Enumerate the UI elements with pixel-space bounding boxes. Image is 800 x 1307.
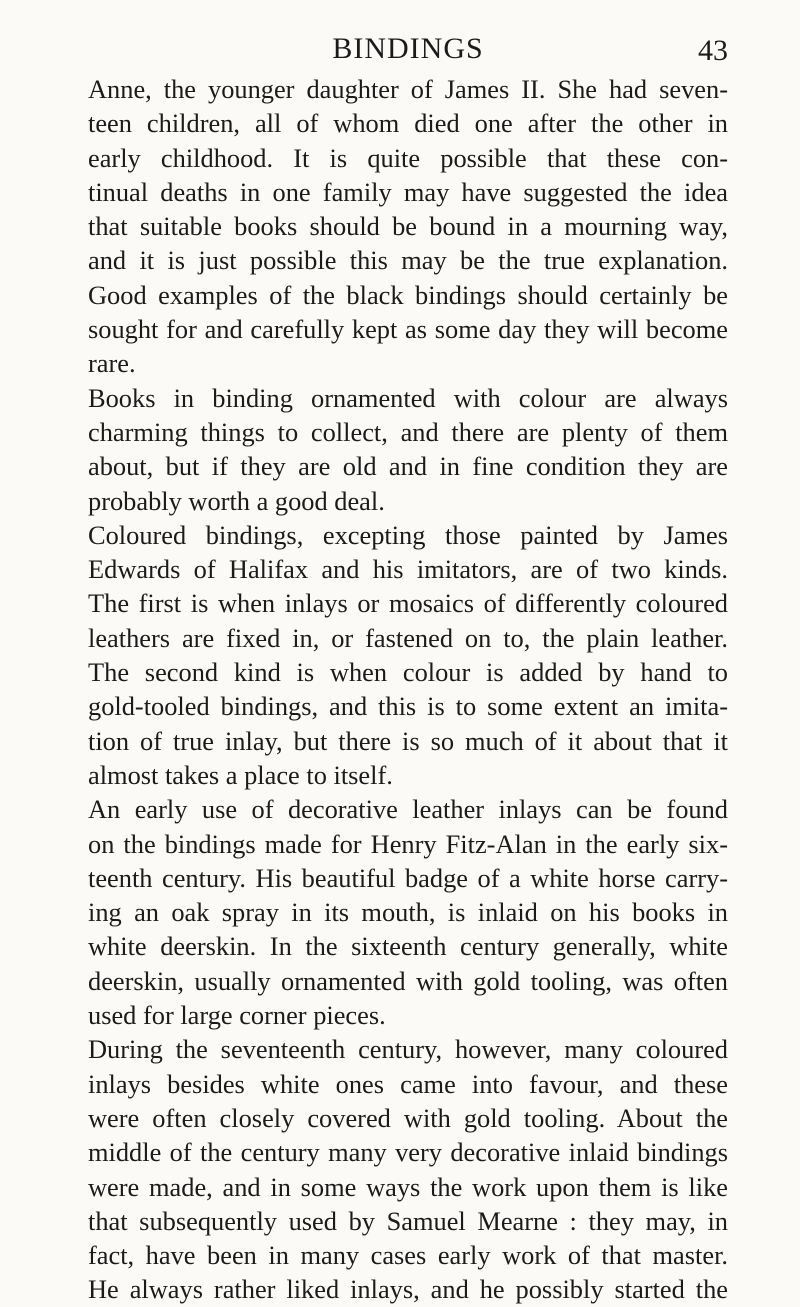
text-line: gold-tooled bindings, and this is to some extent an imita- — [88, 691, 728, 722]
text-line: teenth century. His beautiful badge of a white horse carry- — [88, 862, 728, 893]
text-line: inlays besides white ones came into favour, and these — [88, 1068, 728, 1099]
text-line: were made, and in some ways the work upon them is like — [88, 1171, 728, 1202]
text-line: middle of the century many very decorative inlaid bindings — [88, 1137, 728, 1168]
page-number: 43 — [698, 34, 728, 67]
running-title: BINDINGS — [332, 32, 484, 65]
text-line: were often closely covered with gold tooling. About the — [88, 1102, 728, 1133]
text-line: fact, have been in many cases early work of that master. — [88, 1240, 728, 1271]
text-line: Coloured bindings, excepting those painted by James — [88, 519, 728, 550]
text-line: probably worth a good deal. — [88, 485, 385, 516]
text-line: tinual deaths in one family may have suggested the idea — [88, 176, 728, 207]
text-line: used for large corner pieces. — [88, 1000, 386, 1031]
text-line: that subsequently used by Samuel Mearne : they may, in — [88, 1205, 728, 1236]
text-line: deerskin, usually ornamented with gold tooling, was often — [88, 965, 728, 996]
text-line: Good examples of the black bindings should certainly be — [88, 279, 728, 310]
text-line: that suitable books should be bound in a mourning way, — [88, 211, 728, 242]
body-text — [88, 72, 728, 1307]
text-line: Books in binding ornamented with colour are always — [88, 382, 728, 413]
text-line: sought for and carefully kept as some day they will become — [88, 314, 728, 345]
text-line: During the seventeenth century, however, many coloured — [88, 1034, 728, 1065]
text-line: teen children, all of whom died one after the other in — [88, 108, 728, 139]
text-line: Edwards of Halifax and his imitators, are of two kinds. — [88, 554, 728, 585]
text-line: and it is just possible this may be the true explanation. — [88, 245, 728, 276]
text-line: white deerskin. In the sixteenth century generally, white — [88, 931, 728, 962]
text-line: tion of true inlay, but there is so much of it about that it — [88, 725, 728, 756]
text-line: early childhood. It is quite possible that these con- — [88, 142, 728, 173]
text-line: charming things to collect, and there are plenty of them — [88, 416, 728, 447]
text-line: An early use of decorative leather inlays can be found — [88, 794, 728, 825]
text-line: almost takes a place to itself. — [88, 759, 393, 790]
text-line: about, but if they are old and in fine condition they are — [88, 451, 728, 482]
text-line: He always rather liked inlays, and he possibly started the — [88, 1274, 728, 1305]
text-line: leathers are fixed in, or fastened on to, the plain leather. — [88, 622, 728, 653]
text-line: on the bindings made for Henry Fitz-Alan in the early six- — [88, 828, 728, 859]
text-line: rare. — [88, 348, 136, 379]
text-line: The second kind is when colour is added by hand to — [88, 657, 728, 688]
text-line: Anne, the younger daughter of James II. She had seven- — [88, 74, 728, 104]
running-head — [88, 28, 728, 68]
text-line: ing an oak spray in its mouth, is inlaid on his books in — [88, 897, 728, 928]
text-line: The first is when inlays or mosaics of differently coloured — [88, 588, 728, 619]
